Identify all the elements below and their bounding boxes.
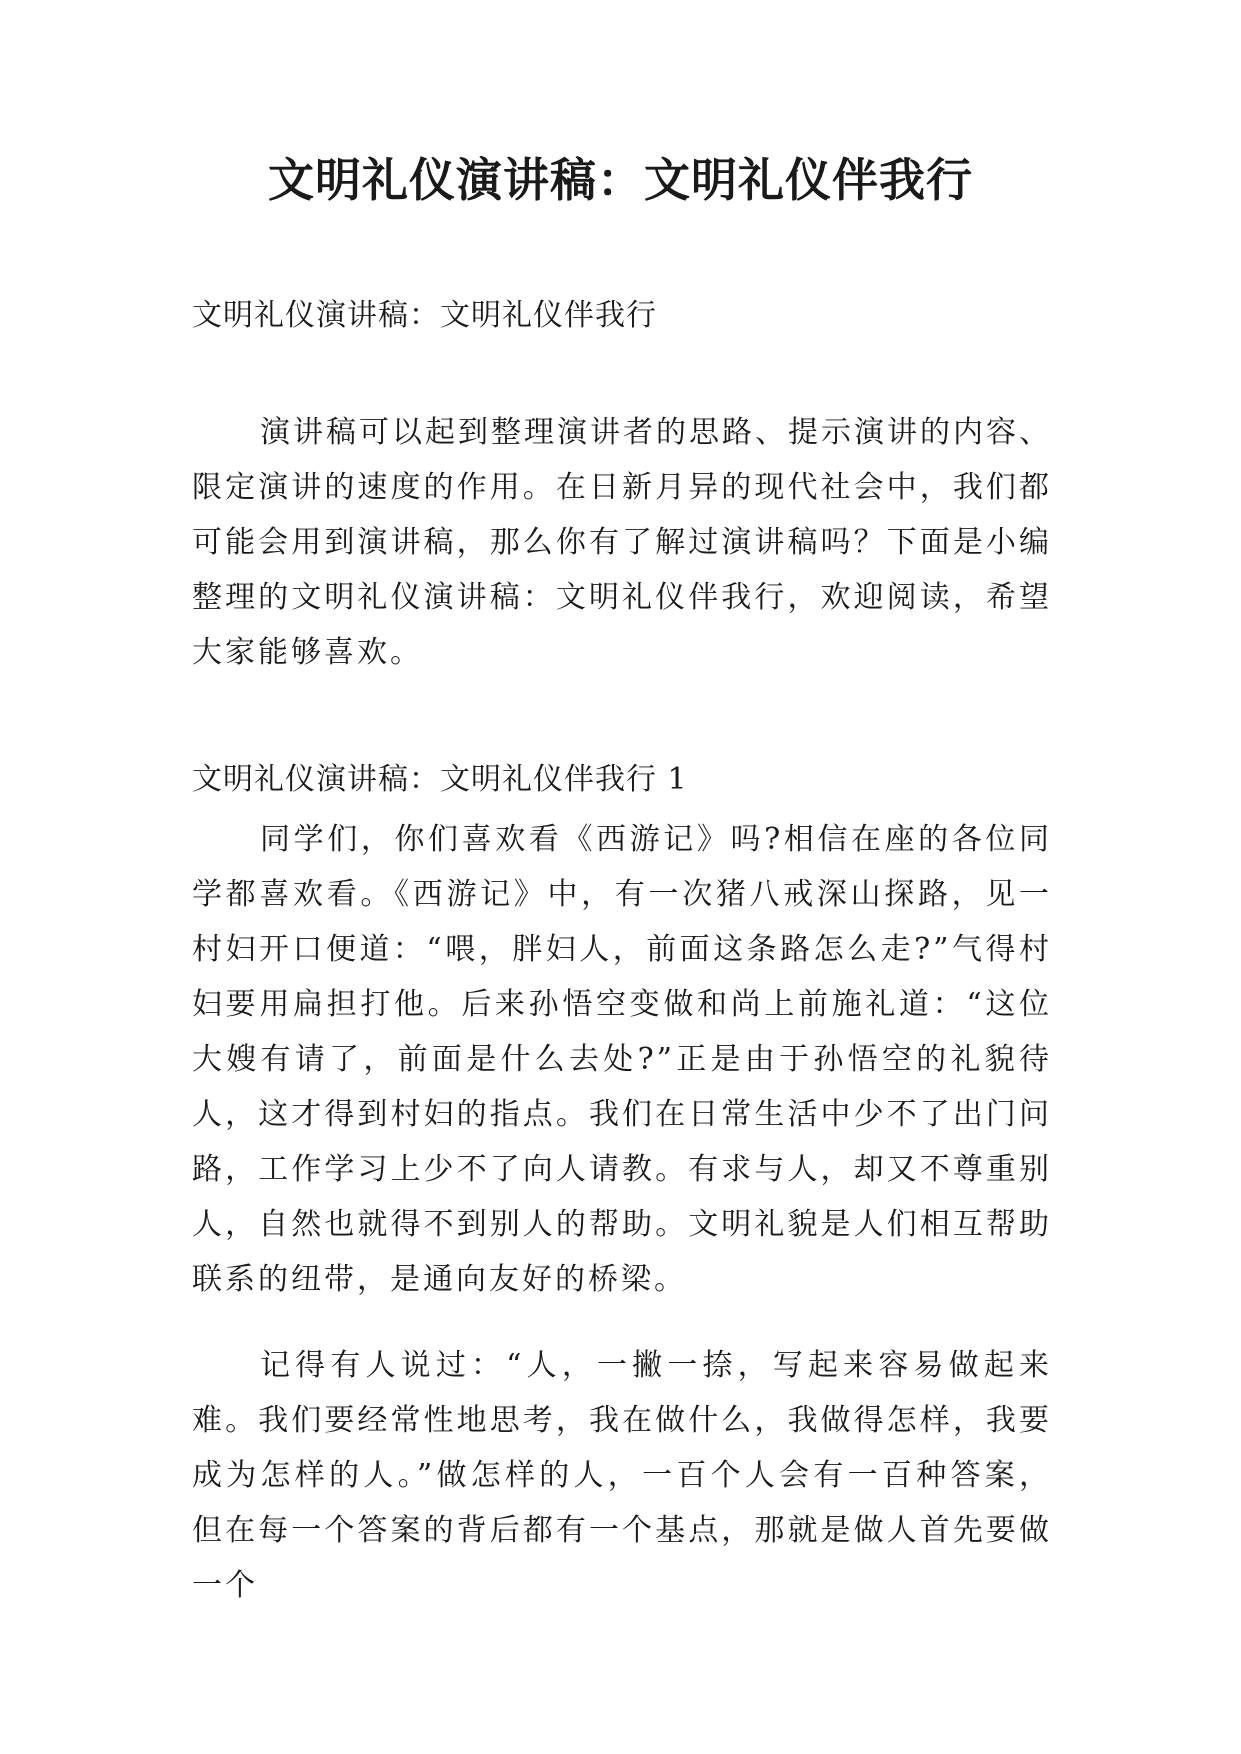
section-heading: 文明礼仪演讲稿：文明礼仪伴我行 1 [192, 762, 688, 797]
body-paragraph-2: 记得有人说过：“人，一撇一捺，写起来容易做起来难。我们要经常性地思考，我在做什么，我做得怎样，我要成为怎样的人。”做怎样的人，一百个人会有一百种答案，但在每一个答案的背后都有一个基点，那就是做人首先要做一个 [192, 1348, 1052, 1603]
intro-paragraph: 演讲稿可以起到整理演讲者的思路、提示演讲的内容、限定演讲的速度的作用。在日新月异的现代社会中，我们都可能会用到演讲稿，那么你有了解过演讲稿吗？下面是小编整理的文明礼仪演讲稿：文明礼仪伴我行，欢迎阅读，希望大家能够喜欢。 [192, 415, 1052, 670]
body-paragraph-1: 同学们，你们喜欢看《西游记》吗?相信在座的各位同学都喜欢看。《西游记》中，有一次猪八戒深山探路，见一村妇开口便道：“喂，胖妇人，前面这条路怎么走?”气得村妇要用扁担打他。后来孙悟空变做和尚上前施礼道：“这位大嫂有请了，前面是什么去处?”正是由于孙悟空的礼貌待人，这才得到村妇的指点。我们在日常生活中少不了出门问路，工作学习上少不了向人请教。有求与人，却又不尊重别人，自然也就得不到别人的帮助。文明礼貌是人们相互帮助联系的纽带，是通向友好的桥梁。 [192, 822, 1052, 1297]
document-subtitle: 文明礼仪演讲稿：文明礼仪伴我行 [192, 298, 657, 333]
document-title: 文明礼仪演讲稿：文明礼仪伴我行 [268, 153, 973, 207]
